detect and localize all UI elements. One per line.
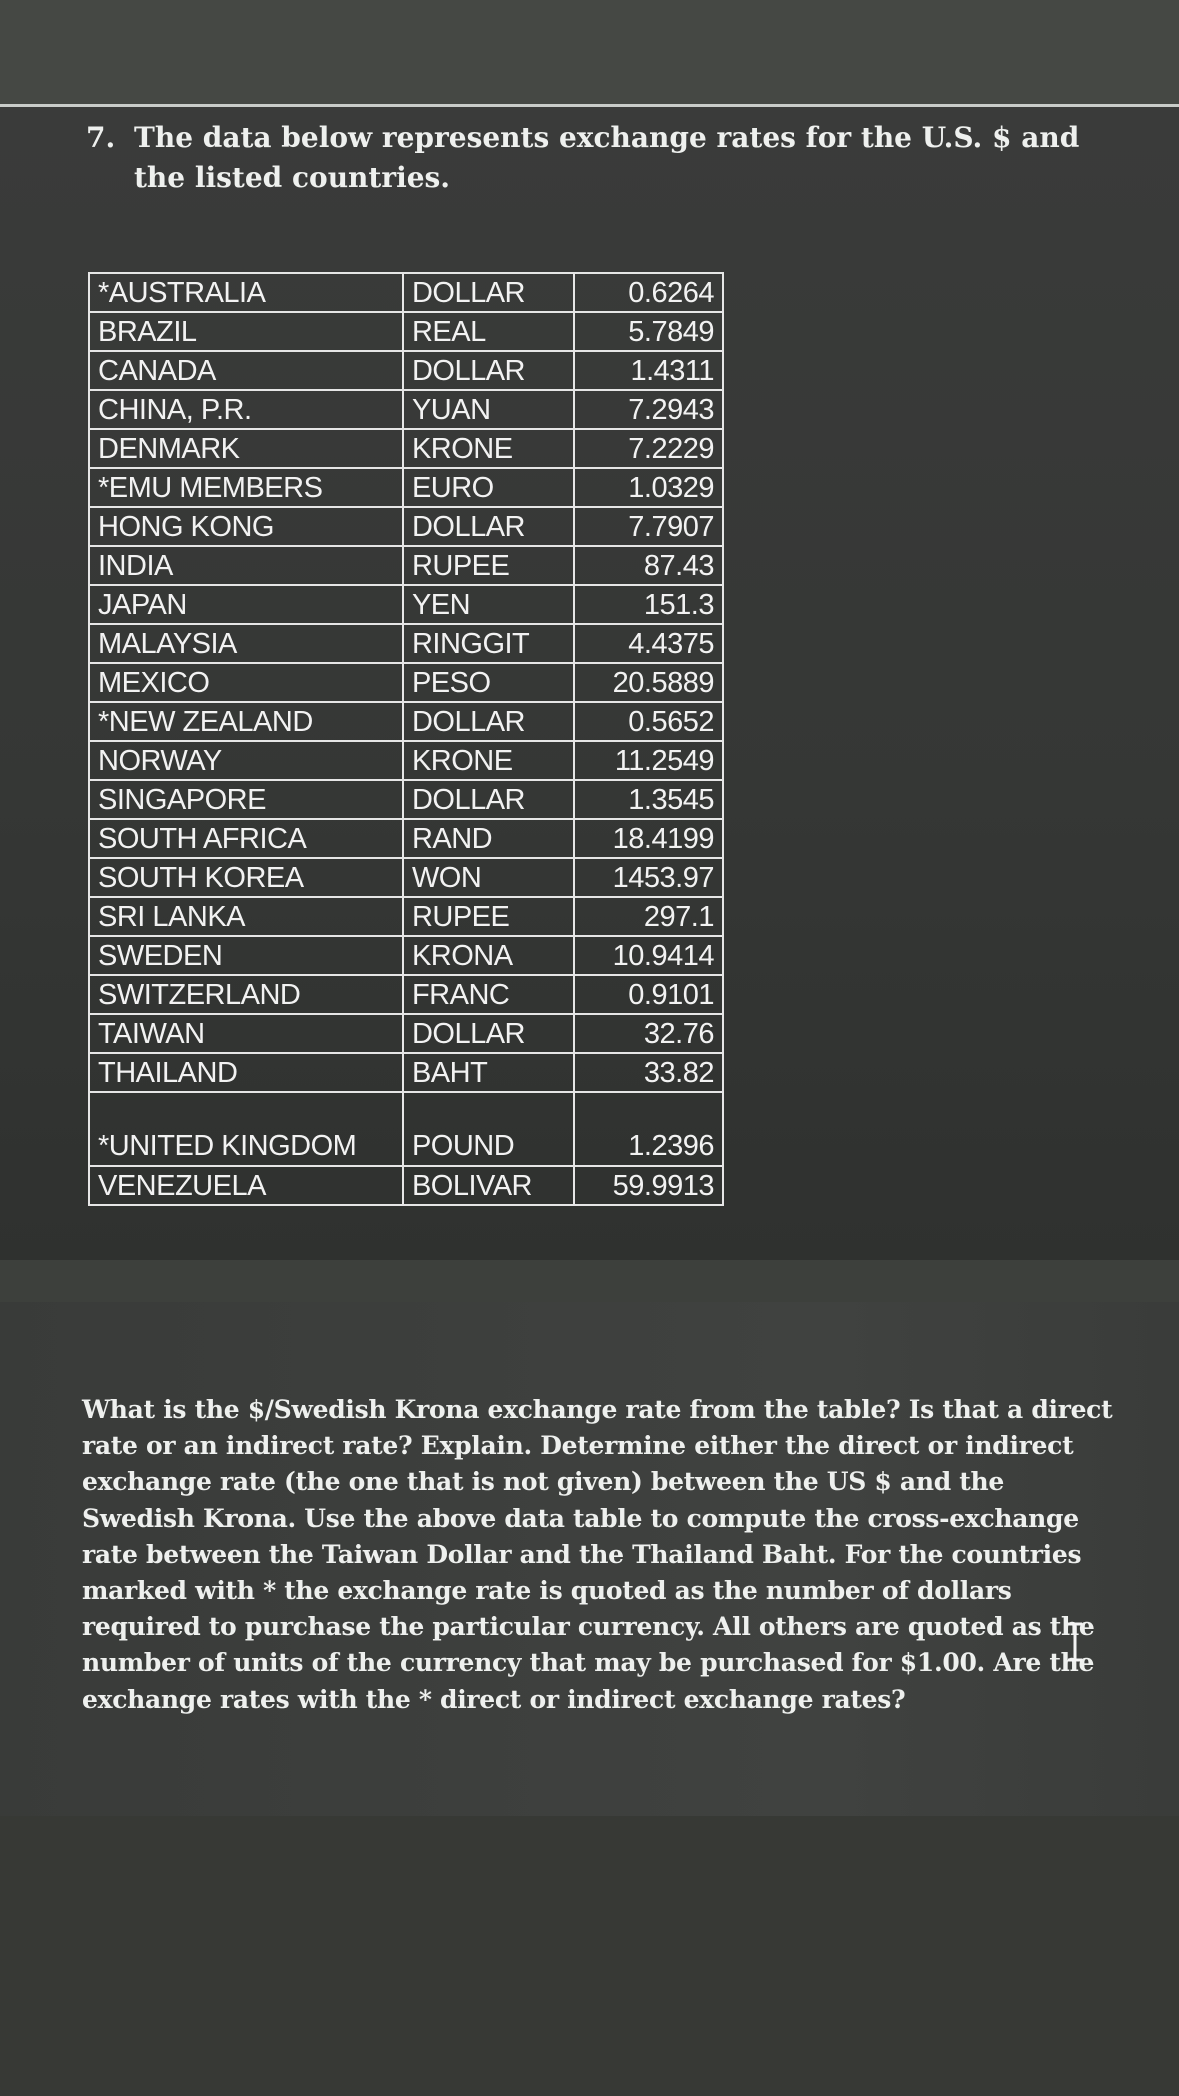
country-cell: SOUTH AFRICA (89, 819, 403, 858)
table-row (89, 975, 723, 1014)
currency-cell: REAL (403, 312, 574, 351)
top-background (0, 0, 1179, 104)
table-row (89, 1166, 723, 1205)
currency-cell: RAND (403, 819, 574, 858)
currency-cell: DOLLAR (403, 780, 574, 819)
rate-cell: 10.9414 (574, 936, 723, 975)
country-cell: NORWAY (89, 741, 403, 780)
question-number: 7. (86, 121, 116, 154)
currency-cell: BAHT (403, 1053, 574, 1092)
bottom-background (0, 1816, 1179, 2096)
currency-cell: DOLLAR (403, 507, 574, 546)
country-cell: VENEZUELA (89, 1166, 403, 1205)
country-cell: CHINA, P.R. (89, 390, 403, 429)
currency-cell: RINGGIT (403, 624, 574, 663)
currency-cell: RUPEE (403, 546, 574, 585)
rate-cell: 5.7849 (574, 312, 723, 351)
currency-cell: KRONA (403, 936, 574, 975)
table-row (89, 390, 723, 429)
country-cell: *UNITED KINGDOM (89, 1092, 403, 1166)
table-row (89, 585, 723, 624)
table-row (89, 897, 723, 936)
rate-cell: 87.43 (574, 546, 723, 585)
table-row (89, 273, 723, 312)
country-cell: SINGAPORE (89, 780, 403, 819)
rate-cell: 1.0329 (574, 468, 723, 507)
country-cell: DENMARK (89, 429, 403, 468)
country-cell: SWEDEN (89, 936, 403, 975)
rate-cell: 59.9913 (574, 1166, 723, 1205)
currency-cell: YUAN (403, 390, 574, 429)
table-row (89, 351, 723, 390)
table-row (89, 702, 723, 741)
rate-cell: 7.2229 (574, 429, 723, 468)
rate-cell: 32.76 (574, 1014, 723, 1053)
table-row (89, 858, 723, 897)
question-heading-text: The data below represents exchange rates for the U.S. $ and the listed countries. (134, 121, 1080, 194)
table-row (89, 780, 723, 819)
table-row (89, 741, 723, 780)
table-row (89, 507, 723, 546)
currency-cell: DOLLAR (403, 702, 574, 741)
rate-cell: 151.3 (574, 585, 723, 624)
currency-cell: DOLLAR (403, 1014, 574, 1053)
country-cell: TAIWAN (89, 1014, 403, 1053)
rate-cell: 18.4199 (574, 819, 723, 858)
rate-cell: 0.5652 (574, 702, 723, 741)
rate-cell: 297.1 (574, 897, 723, 936)
currency-cell: YEN (403, 585, 574, 624)
country-cell: JAPAN (89, 585, 403, 624)
rate-cell: 1453.97 (574, 858, 723, 897)
table-row (89, 546, 723, 585)
table-row (89, 429, 723, 468)
country-cell: SWITZERLAND (89, 975, 403, 1014)
currency-cell: RUPEE (403, 897, 574, 936)
currency-cell: DOLLAR (403, 273, 574, 312)
rate-cell: 20.5889 (574, 663, 723, 702)
currency-cell: BOLIVAR (403, 1166, 574, 1205)
table-row (89, 936, 723, 975)
currency-cell: PESO (403, 663, 574, 702)
country-cell: SRI LANKA (89, 897, 403, 936)
country-cell: SOUTH KOREA (89, 858, 403, 897)
table-row (89, 1092, 723, 1166)
country-cell: *EMU MEMBERS (89, 468, 403, 507)
rate-cell: 33.82 (574, 1053, 723, 1092)
currency-cell: FRANC (403, 975, 574, 1014)
currency-cell: WON (403, 858, 574, 897)
table-row (89, 624, 723, 663)
country-cell: *AUSTRALIA (89, 273, 403, 312)
text-cursor-icon (1064, 1622, 1086, 1662)
rate-cell: 7.2943 (574, 390, 723, 429)
question-heading (86, 118, 1126, 198)
country-cell: INDIA (89, 546, 403, 585)
country-cell: *NEW ZEALAND (89, 702, 403, 741)
rate-cell: 1.4311 (574, 351, 723, 390)
currency-cell: DOLLAR (403, 351, 574, 390)
panel-gap (0, 1260, 1179, 1302)
rate-cell: 1.3545 (574, 780, 723, 819)
exchange-rate-table (88, 272, 724, 1206)
table-row (89, 1053, 723, 1092)
rate-cell: 4.4375 (574, 624, 723, 663)
table-row (89, 663, 723, 702)
country-cell: BRAZIL (89, 312, 403, 351)
country-cell: THAILAND (89, 1053, 403, 1092)
table-row (89, 312, 723, 351)
question-prompt: What is the $/Swedish Krona exchange rate from the table? Is that a direct rate or an indirect rate? Explain. Determine either the direct or indirect exchange rate (the one that is not given) between the US $ and the Swedish Krona. Use the above data table to compute the cross-exchange rate between the Taiwan Dollar and the Thailand Baht. For the countries marked with * the exchange rate is quoted as the number of dollars required to purchase the particular currency. All others are quoted as the number of units of the currency that may be purchased for $1.00. Are the exchange rates with the * direct or indirect exchange rates? (82, 1395, 1113, 1714)
currency-cell: POUND (403, 1092, 574, 1166)
rate-cell: 11.2549 (574, 741, 723, 780)
table-row (89, 819, 723, 858)
currency-cell: KRONE (403, 741, 574, 780)
rate-cell: 7.7907 (574, 507, 723, 546)
country-cell: HONG KONG (89, 507, 403, 546)
currency-cell: KRONE (403, 429, 574, 468)
country-cell: MALAYSIA (89, 624, 403, 663)
rate-cell: 0.9101 (574, 975, 723, 1014)
table-row (89, 468, 723, 507)
rate-cell: 0.6264 (574, 273, 723, 312)
table-row (89, 1014, 723, 1053)
currency-cell: EURO (403, 468, 574, 507)
country-cell: MEXICO (89, 663, 403, 702)
rate-cell: 1.2396 (574, 1092, 723, 1166)
country-cell: CANADA (89, 351, 403, 390)
